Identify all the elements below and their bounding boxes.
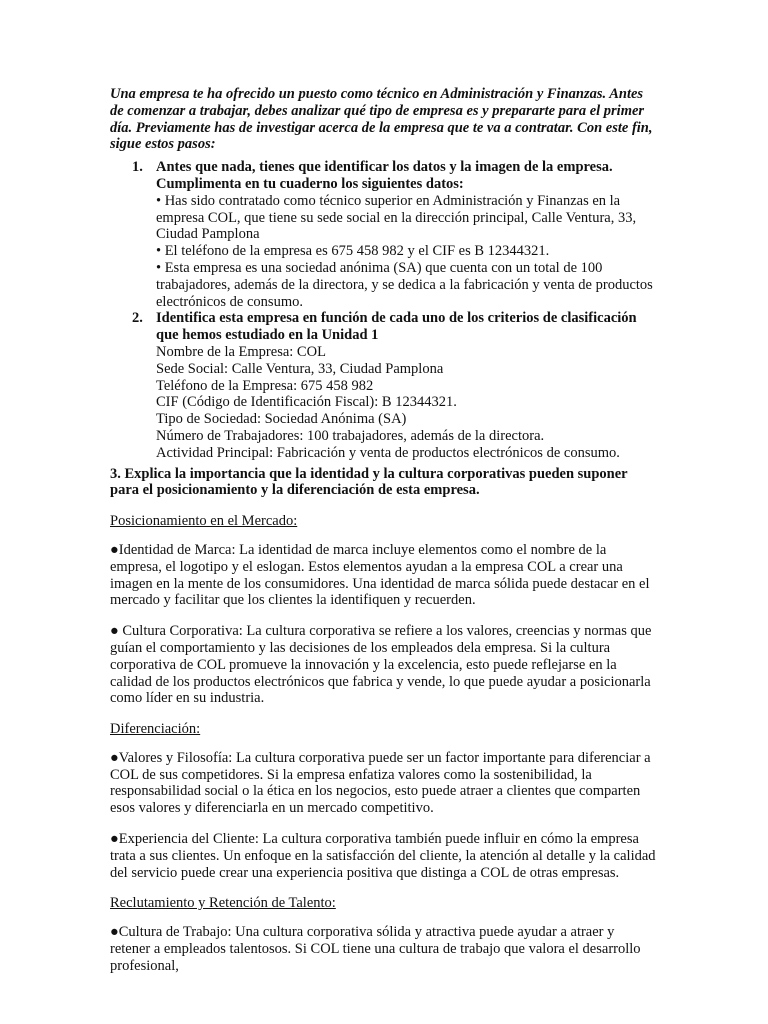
paragraph: ●Identidad de Marca: La identidad de marca incluye elementos como el nombre de la empresa, el logotipo y el eslogan. Estos elementos ayudan a la empresa COL a crear una imagen en la mente de los consumidores. Una identidad de marca sólida puede destacar en el mercado y facilitar que los clientes la identifiquen y recuerden. — [110, 541, 650, 609]
steps-list — [110, 159, 658, 461]
section-title-differentiation: Diferenciación: — [110, 721, 201, 738]
section-title-positioning: Posicionamiento en el Mercado: — [110, 513, 298, 530]
question-3-heading: 3. Explica la importancia que la identidad y la cultura corporativas pueden suponer para el posicionamiento y la diferenciación de esta empresa. — [110, 465, 628, 499]
paragraph: ●Experiencia del Cliente: La cultura corporativa también puede influir en cómo la empresa trata a sus clientes. Un enfoque en la satisfacción del cliente, la atención al detalle y la calidad del servicio puede crear una experiencia positiva que distinga a COL de otras empresas. — [110, 831, 656, 881]
step-item — [132, 159, 658, 310]
step-item — [132, 310, 658, 461]
step-heading: Identifica esta empresa en función de cada uno de los criterios de clasificación que hemos estudiado en la Unidad 1 — [156, 310, 637, 344]
step-line: CIF (Código de Identificación Fiscal): B 12344321. — [156, 394, 457, 411]
paragraph: ●Valores y Filosofía: La cultura corporativa puede ser un factor importante para diferenciar a COL de sus competidores. Si la empresa enfatiza valores como la sostenibilidad, la responsabilidad social o la ética en los negocios, esto puede atraer a clientes que comparten esos valores y diferenciarla en un mercado competitivo. — [110, 749, 651, 817]
step-line: Nombre de la Empresa: COL — [156, 343, 326, 360]
step-line: Tipo de Sociedad: Sociedad Anónima (SA) — [156, 411, 407, 428]
step-heading: Antes que nada, tienes que identificar los datos y la imagen de la empresa. Cumplimenta en tu cuaderno los siguientes datos: — [156, 159, 613, 192]
document-page — [110, 86, 658, 975]
paragraph: ●Cultura de Trabajo: Una cultura corporativa sólida y atractiva puede ayudar a atraer y retener a empleados talentosos. Si COL tiene una cultura de trabajo que valora el desarrollo profesional, — [110, 924, 641, 974]
step-number: 1. — [132, 159, 143, 176]
section-title-talent: Reclutamiento y Retención de Talento: — [110, 895, 336, 912]
step-line: Sede Social: Calle Ventura, 33, Ciudad Pamplona — [156, 360, 444, 377]
step-line: Actividad Principal: Fabricación y venta de productos electrónicos de consumo. — [156, 444, 620, 461]
intro-text: Una empresa te ha ofrecido un puesto como técnico en Administración y Finanzas. Antes de comenzar a trabajar, debes analizar qué tipo de empresa es y prepararte para el primer día. Previamente has de investigar acerca de la empresa que te va a contratar. Con este fin, sigue estos pasos: — [110, 86, 653, 153]
step-line: • El teléfono de la empresa es 675 458 982 y el CIF es B 12344321. — [156, 243, 550, 260]
step-number: 2. — [132, 310, 143, 327]
step-line: • Has sido contratado como técnico superior en Administración y Finanzas en la empresa COL, que tiene su sede social en la dirección principal, Calle Ventura, 33, Ciudad Pamplona — [156, 192, 637, 243]
step-line: • Esta empresa es una sociedad anónima (SA) que cuenta con un total de 100 trabajadores, además de la directora, y se dedica a la fabricación y venta de productos electrónicos de consumo. — [156, 259, 653, 310]
step-line: Número de Trabajadores: 100 trabajadores, además de la directora. — [156, 427, 545, 444]
paragraph: ● Cultura Corporativa: La cultura corporativa se refiere a los valores, creencias y normas que guían el comportamiento y las decisiones de los empleados dela empresa. Si la cultura corporativa de COL promueve la innovación y la excelencia, esto puede reflejarse en la calidad de los productos electrónicos que fabrica y vende, lo que puede ayudar a posicionarla como líder en su industria. — [110, 623, 652, 707]
step-line: Teléfono de la Empresa: 675 458 982 — [156, 377, 374, 394]
